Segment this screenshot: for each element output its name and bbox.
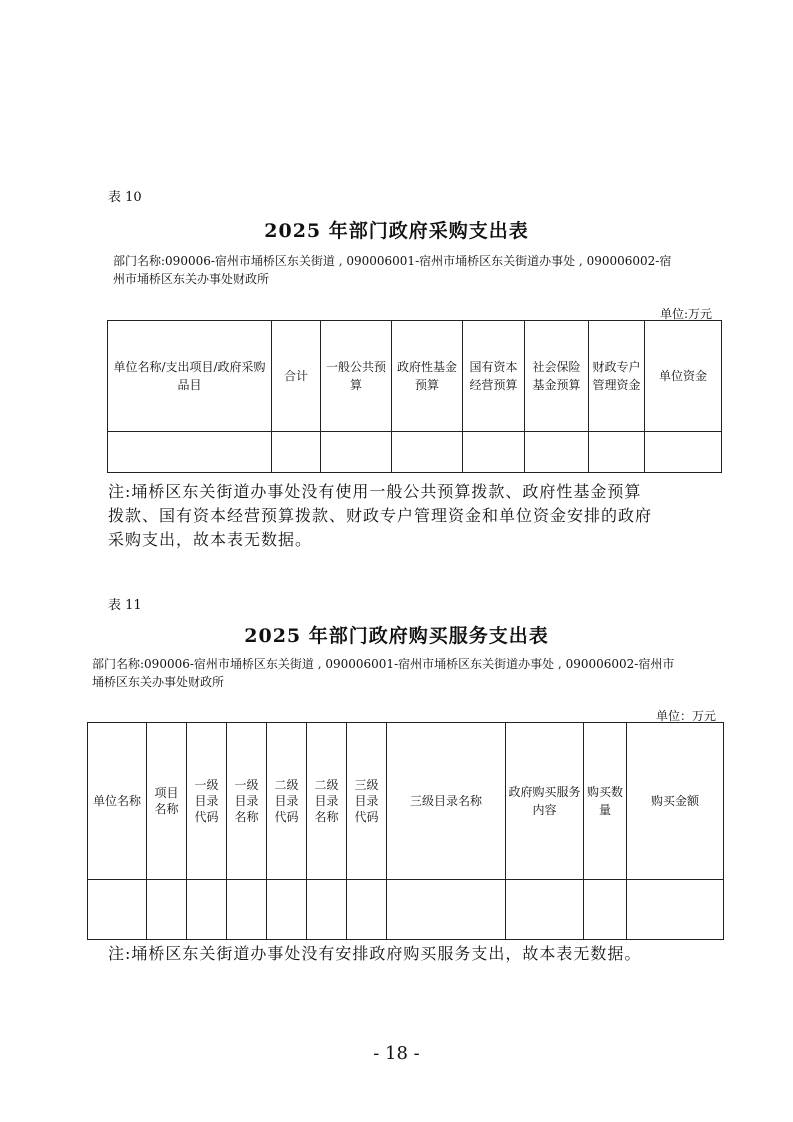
table-cell — [321, 432, 392, 473]
table10-department-line1: 部门名称:090006-宿州市埇桥区东关街道 , 090006001-宿州市埇桥区东关街道办事处 , 090006002-宿 — [113, 254, 672, 268]
table-cell — [589, 432, 645, 473]
table11-header: 三级目录名称 — [387, 723, 506, 880]
table10-note — [108, 480, 728, 552]
table-cell — [272, 432, 321, 473]
table11-header: 一级目录代码 — [187, 723, 227, 880]
table10-title: 2025 年部门政府采购支出表 — [264, 220, 529, 242]
table-cell — [645, 432, 722, 473]
table11-header: 二级目录代码 — [267, 723, 307, 880]
table10-unit: 单位:万元 — [659, 307, 712, 321]
table-cell — [392, 432, 463, 473]
table10-header: 社会保险基金预算 — [525, 321, 589, 432]
table10-header: 财政专户管理资金 — [589, 321, 645, 432]
table-cell — [387, 880, 506, 940]
table11-header: 购买金额 — [627, 723, 724, 880]
table10-note-line1: 注:埇桥区东关街道办事处没有使用一般公共预算拨款、政府性基金预算 — [108, 482, 642, 501]
table11-header: 单位名称 — [88, 723, 147, 880]
table11-header: 政府购买服务内容 — [506, 723, 584, 880]
table11-header: 购买数量 — [584, 723, 627, 880]
table10-department — [113, 252, 713, 288]
table10-label: 表 10 — [108, 190, 142, 205]
table10-header: 国有资本经营预算 — [463, 321, 525, 432]
table10-header: 一般公共预算 — [321, 321, 392, 432]
page-number: - 18 - — [373, 1043, 420, 1064]
table11-department-line2: 埇桥区东关办事处财政所 — [92, 675, 225, 689]
table11-header: 一级目录名称 — [227, 723, 267, 880]
table-cell — [267, 880, 307, 940]
table-cell — [227, 880, 267, 940]
table10-header: 政府性基金预算 — [392, 321, 463, 432]
table-cell — [584, 880, 627, 940]
table11-title: 2025 年部门政府购买服务支出表 — [244, 625, 549, 647]
table-cell — [525, 432, 589, 473]
table10-header: 单位资金 — [645, 321, 722, 432]
table-cell — [88, 880, 147, 940]
table11-header-row — [88, 723, 724, 880]
table11-header: 三级目录代码 — [347, 723, 387, 880]
table-cell — [347, 880, 387, 940]
table-cell — [307, 880, 347, 940]
table10-header: 单位名称/支出项目/政府采购品目 — [108, 321, 272, 432]
table10-empty-row — [108, 432, 722, 473]
table-cell — [463, 432, 525, 473]
table11-header: 项目名称 — [147, 723, 187, 880]
table10-header: 合计 — [272, 321, 321, 432]
table10-department-line2: 州市埇桥区东关办事处财政所 — [113, 272, 270, 286]
table-cell — [108, 432, 272, 473]
table11-department-line1: 部门名称:090006-宿州市埇桥区东关街道 , 090006001-宿州市埇桥区东关街道办事处 , 090006002-宿州市 — [92, 657, 675, 671]
table11-unit: 单位：万元 — [655, 709, 716, 723]
table-cell — [187, 880, 227, 940]
table-cell — [147, 880, 187, 940]
table11-department — [92, 655, 722, 691]
table11 — [87, 722, 724, 940]
table11-header: 二级目录名称 — [307, 723, 347, 880]
table11-empty-row — [88, 880, 724, 940]
table11-label: 表 11 — [108, 598, 142, 613]
table-cell — [627, 880, 724, 940]
table-cell — [506, 880, 584, 940]
table10-note-line3: 采购支出，故本表无数据。 — [108, 530, 313, 549]
table11-note: 注:埇桥区东关街道办事处没有安排政府购买服务支出，故本表无数据。 — [108, 944, 642, 963]
table10 — [107, 320, 722, 473]
table10-note-line2: 拨款、国有资本经营预算拨款、财政专户管理资金和单位资金安排的政府 — [108, 506, 653, 525]
table10-header-row — [108, 321, 722, 432]
